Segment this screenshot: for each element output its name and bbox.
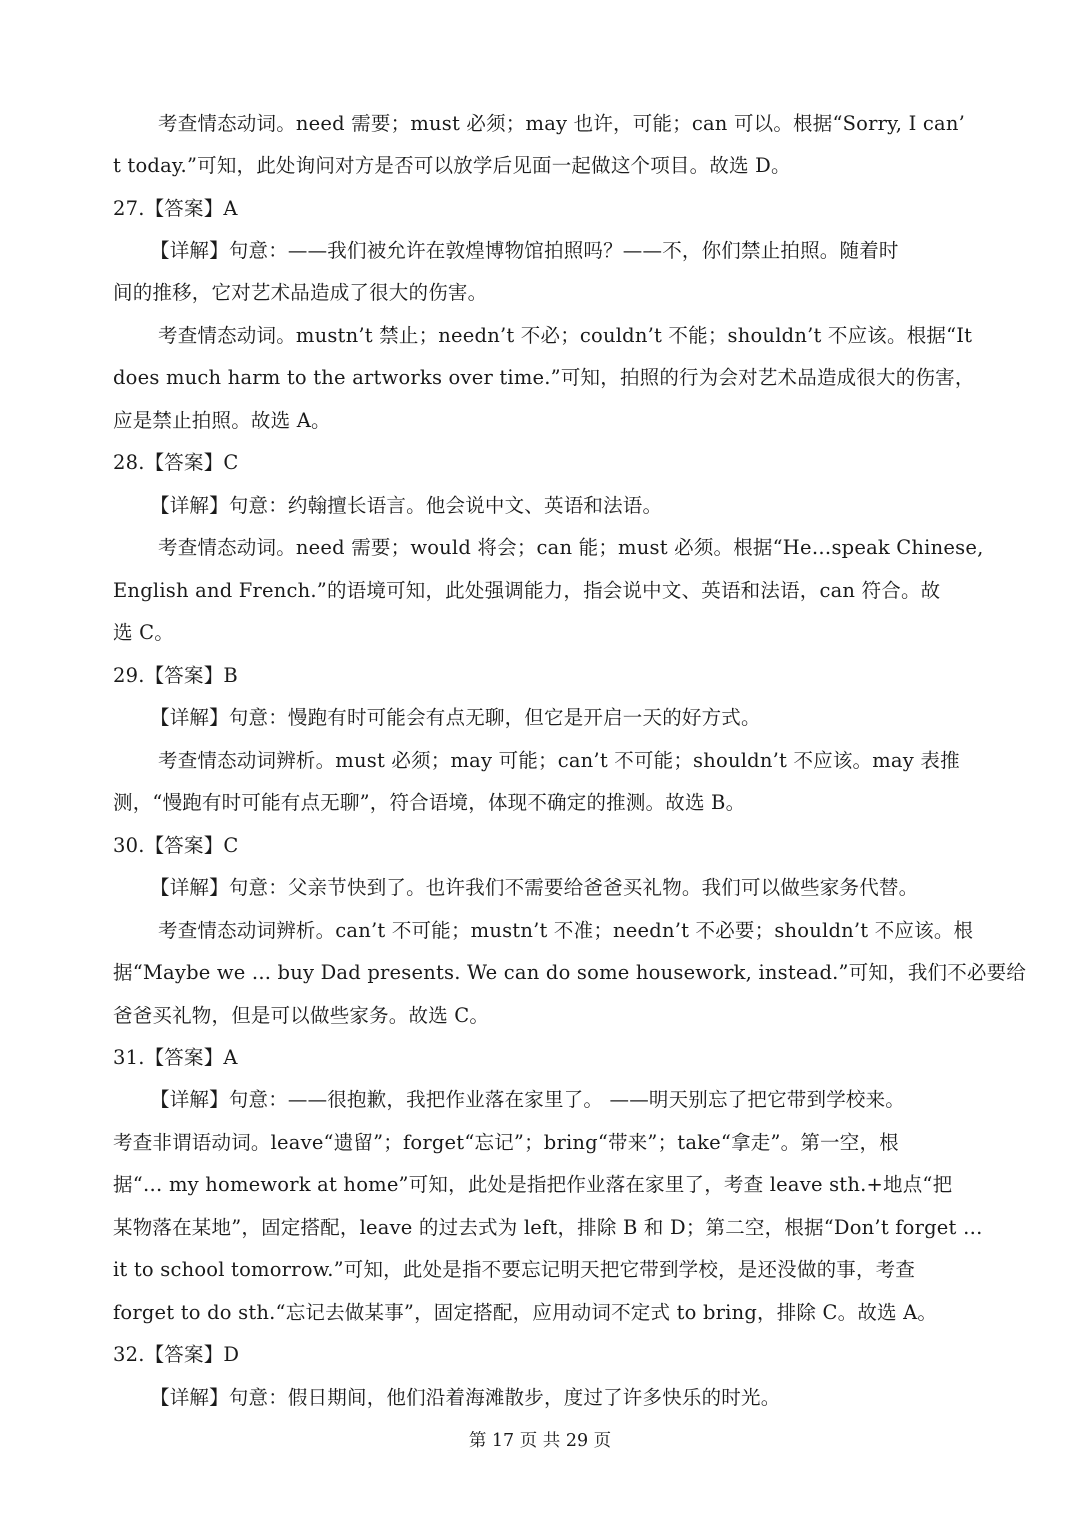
page-footer: 第 17 页 共 29 页 <box>468 1431 612 1451</box>
answer-heading: 27.【答案】A <box>113 197 238 220</box>
text-line: 爸爸买礼物，但是可以做些家务。故选 C。 <box>113 1004 490 1027</box>
answer-heading: 31.【答案】A <box>113 1046 238 1069</box>
text-line: forget to do sth.“忘记去做某事”，固定搭配，应用动词不定式 to bring，排除 C。故选 A。 <box>113 1301 938 1324</box>
text-line: 考查情态动词。mustn’t 禁止；needn’t 不必；couldn’t 不能；shouldn’t 不应该。根据“It <box>158 324 973 347</box>
text-line: 【详解】句意：父亲节快到了。也许我们不需要给爸爸买礼物。我们可以做些家务代替。 <box>150 876 919 899</box>
text-line: 据“Maybe we ... buy Dad presents. We can do some housework, instead.”可知，我们不必要给 <box>113 961 1027 984</box>
text-line: 考查情态动词辨析。can’t 不可能；mustn’t 不准；needn’t 不必要；shouldn’t 不应该。根 <box>158 919 974 942</box>
text-line: 应是禁止拍照。故选 A。 <box>113 409 331 432</box>
text-line: 【详解】句意：——我们被允许在敦煌博物馆拍照吗？——不，你们禁止拍照。随着时 <box>150 239 899 262</box>
text-line: 【详解】句意：慢跑有时可能会有点无聊，但它是开启一天的好方式。 <box>150 706 761 729</box>
text-line: 某物落在某地”，固定搭配，leave 的过去式为 left，排除 B 和 D；第二空，根据“Don’t forget … <box>113 1216 983 1239</box>
text-line: 测，“慢跑有时可能有点无聊”，符合语境，体现不确定的推测。故选 B。 <box>113 791 746 814</box>
text-line: it to school tomorrow.”可知，此处是指不要忘记明天把它带到学校，是还没做的事，考查 <box>113 1258 916 1281</box>
text-line: 考查非谓语动词。leave“遗留”；forget“忘记”；bring“带来”；take“拿走”。第一空，根 <box>113 1131 899 1154</box>
text-line: 考查情态动词辨析。must 必须；may 可能；can’t 不可能；shouldn’t 不应该。may 表推 <box>158 749 960 772</box>
text-line: 【详解】句意：约翰擅长语言。他会说中文、英语和法语。 <box>150 494 663 517</box>
text-line: 间的推移，它对艺术品造成了很大的伤害。 <box>113 281 488 304</box>
text-line: 【详解】句意：——很抱歉，我把作业落在家里了。 ——明天别忘了把它带到学校来。 <box>150 1088 905 1111</box>
answer-heading: 32.【答案】D <box>113 1343 240 1366</box>
text-line: t today.”可知，此处询问对方是否可以放学后见面一起做这个项目。故选 D。 <box>113 154 791 177</box>
text-line: 选 C。 <box>113 621 174 644</box>
text-line: 考查情态动词。need 需要；would 将会；can 能；must 必须。根据“He…speak Chinese, <box>158 536 984 559</box>
text-line: 考查情态动词。need 需要；must 必须；may 也许，可能；can 可以。根据“Sorry, I can’ <box>158 112 965 135</box>
answer-heading: 29.【答案】B <box>113 664 238 687</box>
text-line: 【详解】句意：假日期间，他们沿着海滩散步，度过了许多快乐的时光。 <box>150 1386 781 1409</box>
text-line: 据“… my homework at home”可知，此处是指把作业落在家里了，考查 leave sth.+地点“把 <box>113 1173 953 1196</box>
answer-heading: 28.【答案】C <box>113 451 239 474</box>
text-line: does much harm to the artworks over time.”可知，拍照的行为会对艺术品造成很大的伤害， <box>113 366 975 389</box>
text-line: English and French.”的语境可知，此处强调能力，指会说中文、英语和法语，can 符合。故 <box>113 579 941 602</box>
answer-heading: 30.【答案】C <box>113 834 239 857</box>
